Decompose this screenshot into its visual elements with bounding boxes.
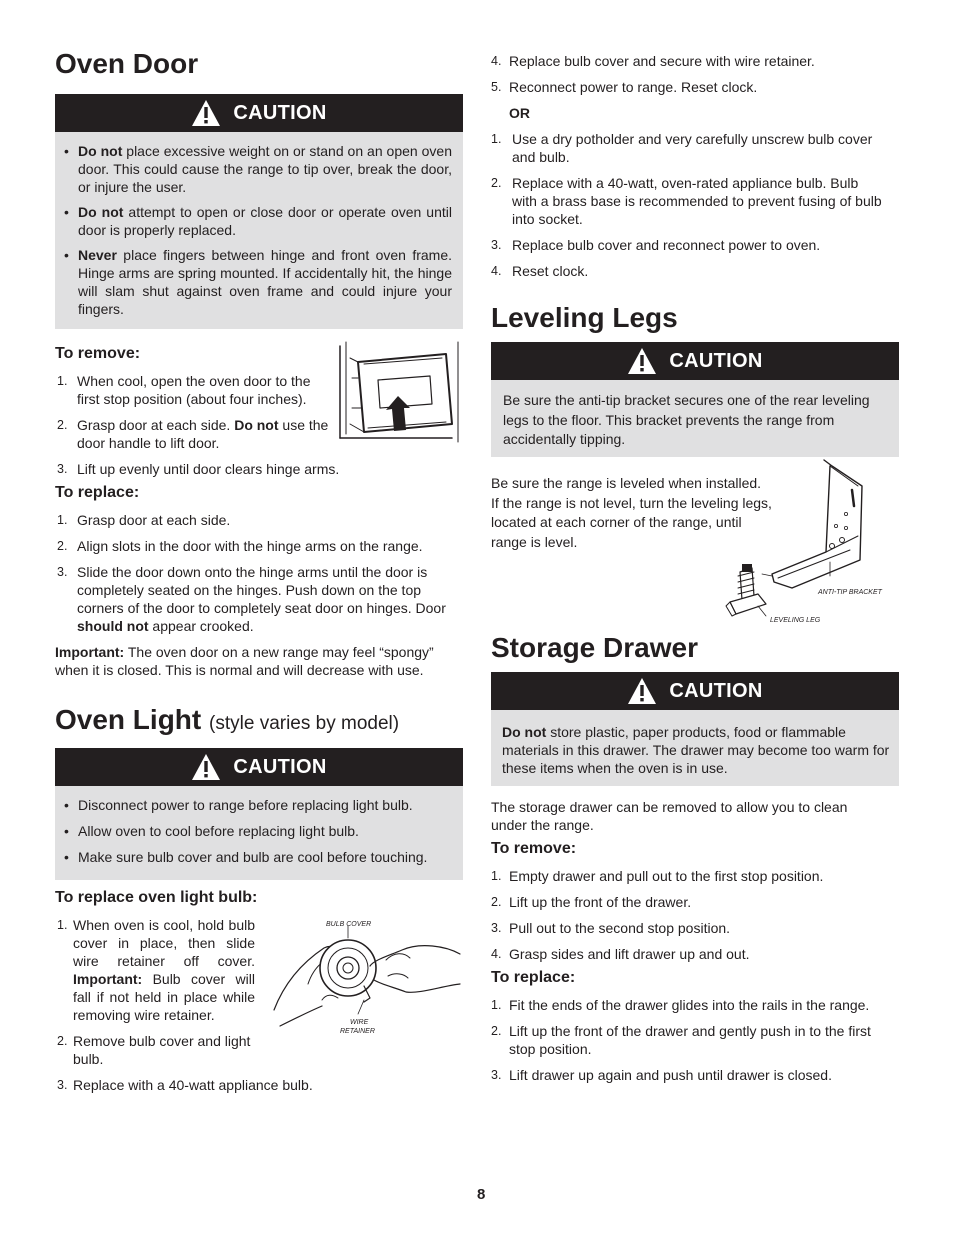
list-item: 2. Grasp door at each side. Do not use the door handle to lift door. (57, 417, 329, 451)
list-item: 3. Replace with a 40-watt appliance bulb. (57, 1077, 313, 1093)
list-item: 2. Align slots in the door with the hinge arms on the range. (57, 538, 423, 554)
leveling-legs-caution-box (491, 380, 899, 457)
list-item: 1. Grasp door at each side. (57, 512, 231, 528)
list-item: 3. Slide the door down onto the hinge arms until the door is completely seated on the hinges. Push down on the top corners of the door to completely seat door on hinges. Door should not appear crooked. (57, 564, 446, 634)
or-label: OR (509, 105, 530, 121)
oven-light-alt-steps (491, 130, 899, 280)
oven-door-replace-steps (55, 511, 460, 635)
warning-icon (191, 753, 221, 781)
list-item: 4. Grasp sides and lift drawer up and out. (491, 946, 750, 962)
oven-door-illustration (334, 338, 464, 444)
list-item: 1. Empty drawer and pull out to the first stop position. (491, 868, 824, 884)
retainer-caption: RETAINER (340, 1028, 375, 1035)
caution-label: CAUTION (669, 349, 763, 372)
list-item: 2. Lift up the front of the drawer and gently push in to the first stop position. (491, 1023, 871, 1057)
oven-door-title: Oven Door (55, 48, 199, 79)
storage-drawer-caution-box (491, 710, 899, 786)
caution-item: • Do not place excessive weight on or stand on an open oven door. This could cause the range to tip over, break the door, or injure the user. (55, 142, 452, 196)
caution-label: CAUTION (233, 755, 327, 778)
page-number: 8 (477, 1186, 486, 1203)
storage-drawer-remove-heading: To remove: (491, 840, 577, 857)
oven-door-caution-box (55, 132, 463, 329)
oven-door-caution-header (55, 94, 463, 132)
warning-icon (627, 347, 657, 375)
list-item: 2. Lift up the front of the drawer. (491, 894, 692, 910)
storage-drawer-intro: The storage drawer can be removed to allow you to clean under the range. (491, 799, 848, 833)
list-item: 4. Replace bulb cover and secure with wire retainer. (491, 53, 815, 69)
oven-light-title: Oven Light (style varies by model) (55, 704, 400, 735)
oven-light-caution-header (55, 748, 463, 786)
oven-door-important-note: Important: The oven door on a new range may feel “spongy” when it is closed. This is normal and will decrease with use. (55, 644, 434, 678)
storage-drawer-caution-header (491, 672, 899, 710)
caution-label: CAUTION (669, 679, 763, 702)
list-item: 2. Remove bulb cover and light bulb. (57, 1033, 251, 1067)
caution-text: Do not store plastic, paper products, food or flammable materials in this drawer. The drawer may become too warm for these items when the oven is in use. (502, 724, 890, 776)
storage-drawer-title: Storage Drawer (491, 632, 698, 663)
oven-light-replace-heading: To replace oven light bulb: (55, 889, 258, 906)
oven-door-remove-heading: To remove: (55, 345, 141, 362)
anti-tip-bracket-illustration (722, 456, 908, 628)
bulb-cover-illustration (270, 914, 464, 1042)
caution-label: CAUTION (233, 101, 327, 124)
list-item: 3. Replace bulb cover and reconnect power to oven. (491, 237, 821, 253)
list-item: 1. Use a dry potholder and very carefully unscrew bulb cover and bulb. (491, 131, 873, 165)
list-item: 4. Reset clock. (491, 263, 589, 279)
storage-drawer-remove-steps (491, 867, 899, 963)
oven-light-subtitle: (style varies by model) (209, 713, 400, 734)
anti-tip-bracket-caption: ANTI-TIP BRACKET (818, 589, 882, 596)
caution-item: • Disconnect power to range before replacing light bulb. (55, 796, 455, 814)
caution-item: • Never place fingers between hinge and front oven frame. Hinge arms are spring mounted. If accidentally hit, the hinge will slam shut against oven frame and could injure your fingers. (55, 246, 452, 318)
leveling-leg-caption: LEVELING LEG (770, 617, 821, 624)
list-item: 3. Lift drawer up again and push until drawer is closed. (491, 1067, 832, 1083)
caution-item: • Allow oven to cool before replacing light bulb. (55, 822, 455, 840)
oven-light-steps (55, 916, 313, 1094)
list-item: 1. Fit the ends of the drawer glides into the rails in the range. (491, 997, 870, 1013)
list-item: 2. Replace with a 40-watt, oven-rated appliance bulb. Bulb with a brass base is recommended to prevent fusing of bulb into socket. (491, 175, 882, 227)
warning-icon (191, 99, 221, 127)
leveling-legs-caution-header (491, 342, 899, 380)
list-item: 3. Lift up evenly until door clears hinge arms. (57, 461, 340, 477)
caution-item: • Make sure bulb cover and bulb are cool before touching. (55, 848, 455, 866)
bulb-cover-caption: BULB COVER (326, 921, 372, 928)
list-item: 5. Reconnect power to range. Reset clock. (491, 79, 758, 95)
wire-caption: WIRE (350, 1019, 369, 1026)
storage-drawer-replace-heading: To replace: (491, 969, 576, 986)
oven-light-steps-continued (491, 52, 899, 96)
leveling-legs-title: Leveling Legs (491, 302, 678, 333)
leveling-legs-body: Be sure the range is leveled when installed. If the range is not level, turn the leveling legs, located at each corner of the range, until range is level. (491, 475, 772, 550)
oven-door-replace-heading: To replace: (55, 484, 140, 501)
list-item: 1. When cool, open the oven door to the first stop position (about four inches). (57, 373, 311, 407)
storage-drawer-replace-steps (491, 996, 899, 1084)
oven-light-caution-box (55, 786, 463, 880)
list-item: 1. When oven is cool, hold bulb cover in place, then slide wire retainer off cover. Important: Bulb cover will fall if not held in place while removing wire retainer. (57, 917, 255, 1023)
warning-icon (627, 677, 657, 705)
caution-item: • Do not attempt to open or close door or operate oven until door is properly replaced. (55, 203, 452, 239)
list-item: 3. Pull out to the second stop position. (491, 920, 731, 936)
oven-door-remove-steps (55, 372, 340, 478)
caution-text: Be sure the anti-tip bracket secures one of the rear leveling legs to the floor. This bracket prevents the range from accidentally tipping. (503, 392, 870, 447)
